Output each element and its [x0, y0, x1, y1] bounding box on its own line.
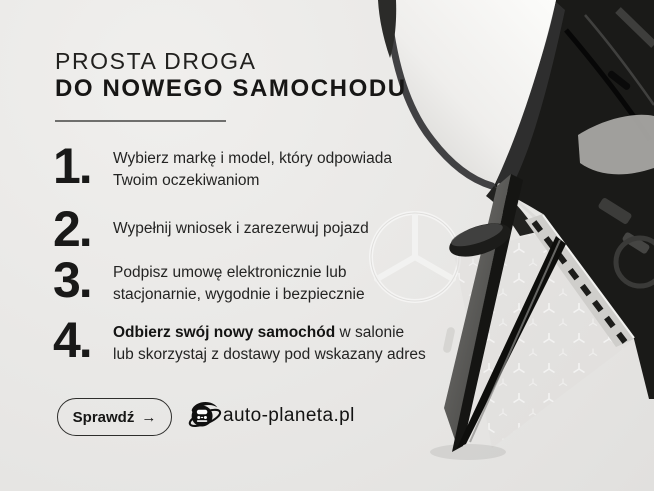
title-line-1: PROSTA DROGA	[55, 48, 257, 74]
step-text-line: Twoim oczekiwaniom	[113, 172, 260, 189]
step-text	[113, 207, 413, 251]
step-text-line: lub skorzystaj z dostawy pod wskazany adres	[113, 346, 426, 363]
step-row-2	[53, 201, 413, 257]
brand-logo	[182, 396, 355, 436]
step-text-line	[113, 322, 413, 344]
step-text-rest: w salonie	[335, 324, 405, 341]
step-number: 3.	[53, 252, 91, 308]
title-line-2: DO NOWEGO SAMOCHODU	[55, 75, 407, 102]
step-row-4	[53, 312, 426, 368]
step-row-3	[53, 252, 413, 308]
brand-name: auto-planeta.pl	[223, 405, 355, 426]
step-number: 2.	[53, 201, 91, 257]
check-offer-button[interactable]	[57, 398, 172, 436]
step-text-line: Podpisz umowę elektronicznie lub	[113, 264, 347, 281]
step-text-bold: Odbierz swój nowy samochód	[113, 324, 336, 341]
step-text	[113, 144, 413, 192]
step-text	[113, 318, 426, 366]
step-text-line: Wybierz markę i model, który odpowiada	[113, 150, 392, 167]
step-row-1	[53, 138, 413, 194]
check-offer-button-label: Sprawdź	[72, 408, 135, 426]
step-text-line: stacjonarnie, wygodnie i bezpiecznie	[113, 286, 365, 303]
step-number: 4.	[53, 312, 91, 368]
step-number: 1.	[53, 138, 91, 194]
step-text	[113, 258, 413, 306]
page-title	[55, 48, 407, 103]
step-text-line: Wypełnij wniosek i zarezerwuj pojazd	[113, 220, 369, 237]
title-divider	[55, 120, 226, 122]
car-planet-icon	[182, 396, 226, 436]
arrow-right-icon: →	[141, 408, 157, 426]
